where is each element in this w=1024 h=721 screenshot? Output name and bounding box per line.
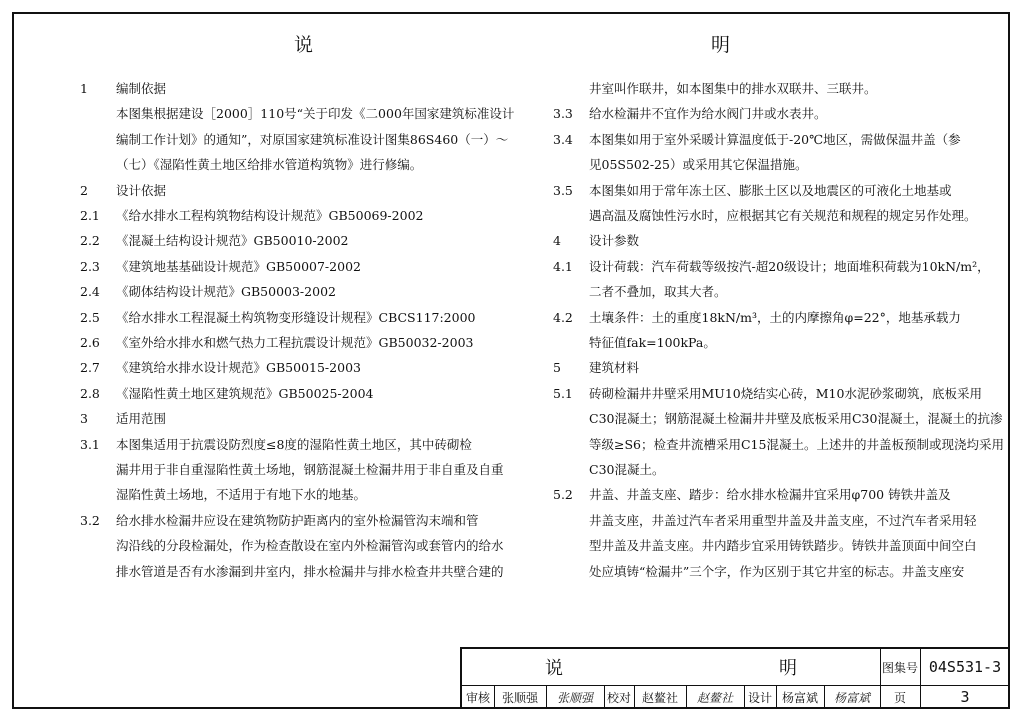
section-number: 3.1 [80, 436, 100, 452]
text-line [553, 308, 961, 326]
text-line [80, 460, 504, 478]
text-line [553, 536, 977, 554]
line-text: 处应填铸“检漏井”三个字，作为区别于其它井室的标志。井盖支座安 [589, 563, 965, 579]
section-number: 4.1 [553, 258, 573, 274]
section-number: 2.6 [80, 335, 100, 350]
review-label: 审核 [465, 690, 490, 705]
text-line [80, 511, 479, 529]
line-text: （七）《湿陷性黄土地区给排水管道构筑物》进行修编。 [116, 157, 423, 173]
designer-signature: 杨富斌 [833, 690, 870, 705]
section-number: 3.3 [553, 106, 573, 122]
text-line [553, 384, 982, 402]
line-text: 《建筑地基基础设计规范》GB50007-2002 [116, 258, 361, 274]
text-line [553, 562, 964, 580]
section-number: 2.7 [80, 360, 100, 376]
line-text: 井盖、井盖支座、踏步：给水排水检漏井宜采用φ700 铸铁井盖及 [589, 487, 951, 503]
section-number: 5.2 [553, 487, 573, 503]
section-number: 2.4 [80, 284, 100, 300]
text-line [80, 308, 476, 326]
titleblock-divider [880, 649, 881, 709]
line-text: 本图集根据建设［2000］110号“关于印发《二000年国家建筑标准设计 [116, 106, 515, 122]
check-label: 校对 [606, 690, 631, 705]
text-line [553, 257, 990, 275]
section-number: 3.4 [553, 131, 573, 147]
text-line [80, 536, 504, 554]
line-text: 等级≥S6；检查井流槽采用C15混凝土。上述井的井盖板预制或现浇均采用 [589, 436, 1004, 452]
line-text: 《给水排水工程构筑物结构设计规范》GB50069-2002 [116, 208, 424, 223]
line-text: 给水排水检漏井应设在建筑物防护距离内的室外检漏管沟末端和管 [116, 512, 479, 528]
text-line [80, 282, 336, 300]
line-text: 设计参数 [589, 233, 640, 249]
text-line [553, 358, 639, 376]
text-line [80, 104, 514, 122]
section-number: 1 [80, 81, 88, 96]
line-text: 设计依据 [116, 182, 167, 198]
line-text: 排水管道是否有水渗漏到井室内，排水检漏井与排水检查井共壁合建的 [116, 563, 504, 579]
checker-name: 赵鳌社 [641, 690, 678, 705]
reviewer-signature: 张顺强 [556, 690, 593, 705]
section-number: 3.2 [80, 512, 100, 528]
line-text: 《建筑给水排水设计规范》GB50015-2003 [116, 360, 361, 376]
line-text: 建筑材料 [589, 360, 640, 376]
text-line [553, 231, 639, 249]
reviewer-name: 张顺强 [501, 690, 538, 705]
text-line [80, 384, 373, 402]
text-line [80, 485, 366, 503]
section-number: 2.8 [80, 385, 100, 401]
section-number: 2.1 [80, 208, 100, 223]
line-text: 适用范围 [116, 411, 167, 427]
titleblock-divider [634, 685, 635, 709]
text-line [80, 257, 361, 275]
line-text: 本图集如用于室外采暖计算温度低于-20℃地区，需做保温井盖（参 [589, 131, 961, 147]
line-text: 编制工作计划》的通知”，对原国家建筑标准设计图集86S460（一）～ [116, 131, 509, 147]
text-line [553, 155, 807, 173]
section-number: 2.5 [80, 309, 100, 325]
line-text: 砖砌检漏井井壁采用MU10烧结实心砖，M10水泥砂浆砌筑，底板采用 [589, 385, 982, 401]
section-number: 4 [553, 233, 561, 249]
line-text: 《湿陷性黄土地区建筑规范》GB50025-2004 [116, 385, 374, 401]
text-line [553, 206, 977, 224]
line-text: 编制依据 [116, 81, 167, 96]
line-text: 《砌体结构设计规范》GB50003-2002 [116, 284, 336, 300]
titleblock-divider [462, 685, 1010, 686]
section-number: 3 [80, 411, 88, 427]
titleblock-divider [546, 685, 547, 709]
line-text: 湿陷性黄土场地，不适用于有地下水的地基。 [116, 487, 367, 503]
section-number: 5.1 [553, 385, 573, 401]
text-line [80, 79, 166, 97]
atlas-code: 04S531-3 [928, 658, 1002, 676]
checker-signature: 赵鳌社 [696, 690, 733, 705]
section-number: 2 [80, 182, 88, 198]
page-title: 说 明 [293, 34, 850, 56]
section-number: 2.3 [80, 258, 100, 274]
line-text: 给水检漏井不宜作为给水阀门井或水表井。 [589, 106, 827, 122]
text-line [553, 79, 877, 97]
text-line [80, 409, 166, 427]
line-text: 特征值fak=100kPa。 [589, 335, 716, 350]
titleblock-divider [494, 685, 495, 709]
line-text: 土壤条件：土的重度18kN/m³，土的内摩擦角φ=22°，地基承载力 [589, 309, 961, 325]
text-line [553, 460, 664, 478]
line-text: 《混凝土结构设计规范》GB50010-2002 [116, 233, 349, 249]
line-text: C30混凝土；钢筋混凝土检漏井井壁及底板采用C30混凝土，混凝土的抗渗 [589, 411, 1003, 427]
titleblock-divider [824, 685, 825, 709]
titleblock-divider [744, 685, 745, 709]
line-text: 《给水排水工程混凝土构筑物变形缝设计规程》CBCS117:2000 [116, 309, 476, 325]
line-text: C30混凝土。 [589, 462, 665, 477]
line-text: 二者不叠加，取其大者。 [589, 284, 727, 300]
text-line [80, 181, 166, 199]
text-line [80, 562, 504, 580]
titleblock-divider [604, 685, 605, 709]
text-line [553, 511, 977, 529]
atlas-label: 图集号 [881, 660, 918, 675]
line-text: 井室叫作联井，如本图集中的排水双联井、三联井。 [589, 81, 877, 96]
line-text: 见05S502-25）或采用其它保温措施。 [589, 157, 808, 173]
section-number: 2.2 [80, 233, 100, 249]
titleblock-divider [776, 685, 777, 709]
text-line [553, 104, 827, 122]
section-number: 3.5 [553, 182, 573, 198]
line-text: 本图集如用于常年冻土区、膨胀土区以及地震区的可液化土地基或 [589, 182, 952, 198]
line-text: 沟沿线的分段检漏处，作为检查散设在室内外检漏管沟或套管内的给水 [116, 538, 504, 554]
text-line [553, 435, 1004, 453]
line-text: 本图集适用于抗震设防烈度≤8度的湿陷性黄土地区，其中砖砌检 [116, 436, 472, 452]
section-number: 5 [553, 360, 561, 376]
section-number: 4.2 [553, 309, 573, 325]
text-line [553, 333, 716, 351]
line-text: 井盖支座，井盖过汽车者采用重型井盖及井盖支座，不过汽车者采用轻 [589, 512, 977, 528]
page-number: 3 [960, 688, 970, 706]
line-text: 设计荷载：汽车荷载等级按汽-超20级设计；地面堆积荷载为10kN/m²， [589, 258, 990, 274]
text-line [80, 358, 361, 376]
designer-name: 杨富斌 [781, 690, 818, 705]
text-line [553, 409, 1002, 427]
titleblock-name: 说 明 [545, 658, 857, 679]
text-line [80, 155, 422, 173]
text-line [80, 333, 473, 351]
line-text: 型井盖及井盖支座。井内踏步宜采用铸铁踏步。铸铁井盖顶面中间空白 [589, 538, 977, 554]
text-line [80, 206, 423, 224]
titleblock-divider [920, 649, 921, 709]
line-text: 遇高温及腐蚀性污水时，应根据其它有关规范和规程的规定另作处理。 [589, 208, 977, 223]
text-line [80, 231, 348, 249]
title-block [460, 647, 1010, 709]
text-line [553, 282, 727, 300]
text-line [553, 181, 952, 199]
text-line [553, 130, 961, 148]
line-text: 《室外给水排水和燃气热力工程抗震设计规范》GB50032-2003 [116, 335, 474, 350]
line-text: 漏井用于非自重湿陷性黄土场地，钢筋混凝土检漏井用于非自重及自重 [116, 462, 504, 477]
titleblock-divider [686, 685, 687, 709]
design-label: 设计 [747, 690, 772, 705]
text-line [80, 435, 472, 453]
page-label: 页 [893, 690, 906, 705]
text-line [80, 130, 508, 148]
text-line [553, 485, 951, 503]
